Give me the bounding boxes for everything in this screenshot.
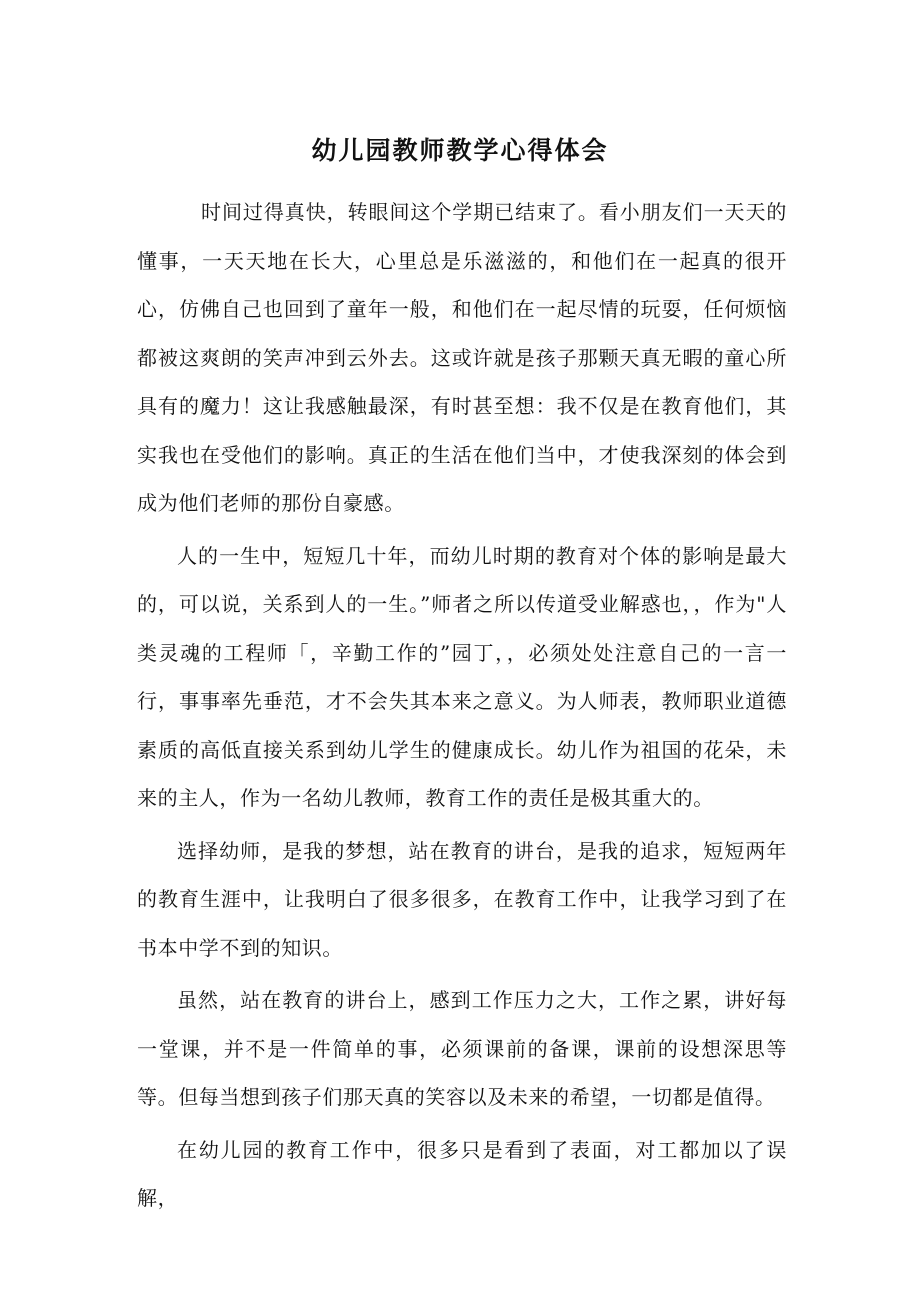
document-title: 幼儿园教师教学心得体会 xyxy=(311,136,609,165)
paragraph-3: 选择幼师，是我的梦想，站在教育的讲台，是我的追求，短短两年的教育生涯中，让我明白了很多很多，在教育工作中，让我学习到了在书本中学不到的知识。 xyxy=(137,838,787,960)
paragraph-5: 在幼儿园的教育工作中，很多只是看到了表面，对工都加以了误解， xyxy=(137,1137,787,1210)
paragraph-1: 时间过得真快，转眼间这个学期已结束了。看小朋友们一天天的懂事，一天天地在长大，心里总是乐滋滋的，和他们在一起真的很开心，仿佛自己也回到了童年一般，和他们在一起尽情的玩耍，任何烦恼都被这爽朗的笑声冲到云外去。这或许就是孩子那颗天真无暇的童心所具有的魔力！这让我感触最深，有时甚至想：我不仅是在教育他们，其实我也在受他们的影响。真正的生活在他们当中，才使我深刻的体会到成为他们老师的那份自豪感。 xyxy=(137,200,787,515)
document-body xyxy=(137,188,787,1223)
paragraph-4: 虽然，站在教育的讲台上，感到工作压力之大，工作之累，讲好每一堂课，并不是一件简单的事，必须课前的备课，课前的设想深思等等。但每当想到孩子们那天真的笑容以及未来的希望，一切都是值得。 xyxy=(137,988,787,1109)
paragraph-2: 人的一生中，短短几十年，而幼儿时期的教育对个体的影响是最大的，可以说，关系到人的一生。”师者之所以传道受业解惑也，，作为"人类灵魂的工程师「，辛勤工作的”园丁，，必须处处注意自己的一言一行，事事率先垂范，才不会失其本来之意义。为人师表，教师职业道德素质的高低直接关系到幼儿学生的健康成长。幼儿作为祖国的花朵，未来的主人，作为一名幼儿教师，教育工作的责任是极其重大的。 xyxy=(137,543,787,810)
